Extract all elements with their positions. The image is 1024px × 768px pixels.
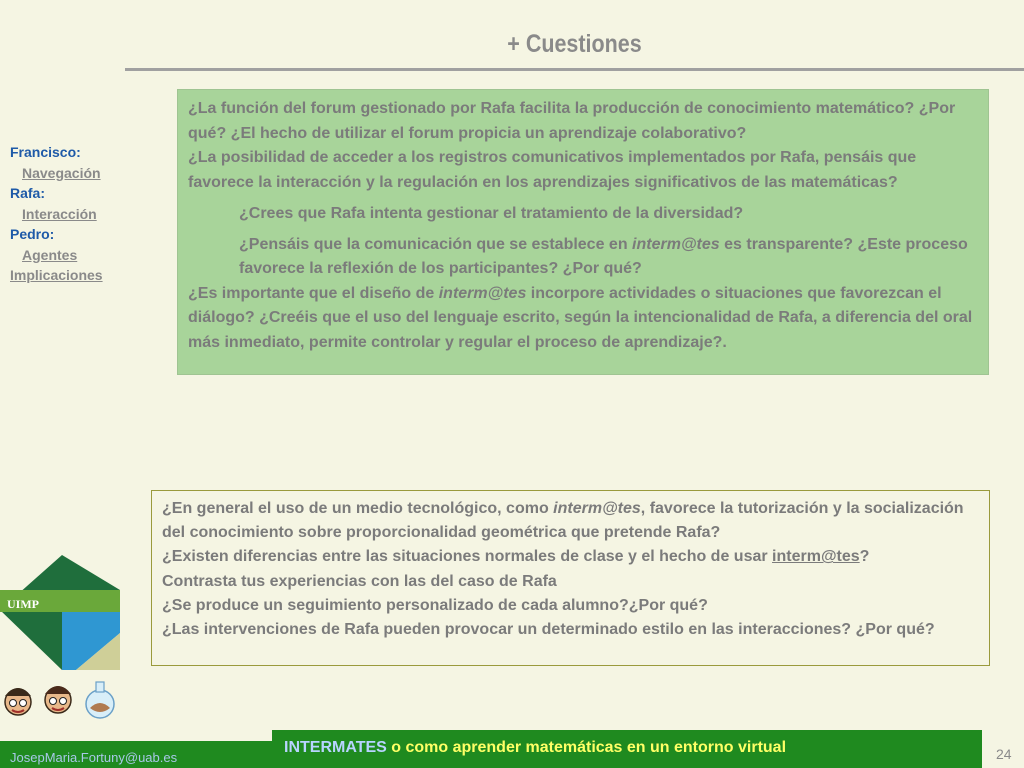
question-paragraph: ¿Es importante que el diseño de interm@tes incorpore actividades o situaciones que favorezcan el diálogo? ¿Creéis que el uso del lenguaje escrito, según la intencionalidad de Rafa, a diferencia del oral más inmediato, permite controlar y regular el proceso de aprendizaje?. <box>188 284 973 351</box>
agents-characters-icon <box>0 678 125 722</box>
sidebar-nav <box>10 142 130 286</box>
sidebar-link-navegacion[interactable]: Navegación <box>22 164 101 181</box>
question-paragraph: ¿La posibilidad de acceder a los registros comunicativos implementados por Rafa, pensáis que favorece la interacción y la regulación en los aprendizajes significativos de las matemáticas? <box>188 149 917 191</box>
questions-box-green <box>177 89 989 375</box>
questions-box-outlined <box>151 490 990 666</box>
sidebar-link-agentes[interactable]: Agentes <box>22 246 78 263</box>
footer-title: INTERMATES o como aprender matemáticas en un entorno virtual <box>284 739 787 756</box>
flask-character-icon <box>86 682 114 718</box>
character-face-icon <box>45 686 71 713</box>
intermates-link[interactable]: interm@tes <box>772 548 860 566</box>
sidebar-item-rafa: Rafa: <box>10 185 46 201</box>
question-paragraph: ¿La función del forum gestionado por Rafa facilita la producción de conocimiento matemático? ¿Por qué? ¿El hecho de utilizar el forum propicia un aprendizaje colaborativo? <box>188 100 956 142</box>
question-paragraph: ¿En general el uso de un medio tecnológico, como interm@tes, favorece la tutorización y la socialización del conocimiento sobre proporcionalidad geométrica que pretende Rafa? <box>162 500 964 542</box>
question-paragraph: ¿Se produce un seguimiento personalizado de cada alumno?¿Por qué? <box>162 596 708 614</box>
uimp-logo-icon <box>0 555 120 670</box>
title-divider <box>125 68 1024 71</box>
question-paragraph-indented: ¿Crees que Rafa intenta gestionar el tratamiento de la diversidad? <box>239 205 744 222</box>
sidebar-item-francisco: Francisco: <box>10 144 81 160</box>
question-paragraph: ¿Las intervenciones de Rafa pueden provocar un determinado estilo en las interacciones? ¿Por qué? <box>162 621 935 639</box>
sidebar-link-implicaciones[interactable]: Implicaciones <box>10 267 103 283</box>
question-paragraph: ¿Existen diferencias entre las situaciones normales de clase y el hecho de usar interm@tes? <box>162 548 870 566</box>
logo-label: UIMP <box>7 597 39 611</box>
sidebar-link-interaccion[interactable]: Interacción <box>22 205 97 222</box>
question-paragraph: Contrasta tus experiencias con las del caso de Rafa <box>162 572 557 590</box>
character-face-icon <box>5 688 31 715</box>
sidebar-item-pedro: Pedro: <box>10 226 55 242</box>
question-paragraph-indented: ¿Pensáis que la comunicación que se establece en interm@tes es transparente? ¿Este proceso favorece la reflexión de los participantes? ¿Por qué? <box>239 235 968 277</box>
slide-title: + Cuestiones <box>507 30 642 58</box>
page-number: 24 <box>996 746 1012 762</box>
footer-email: JosepMaria.Fortuny@uab.es <box>10 750 178 765</box>
